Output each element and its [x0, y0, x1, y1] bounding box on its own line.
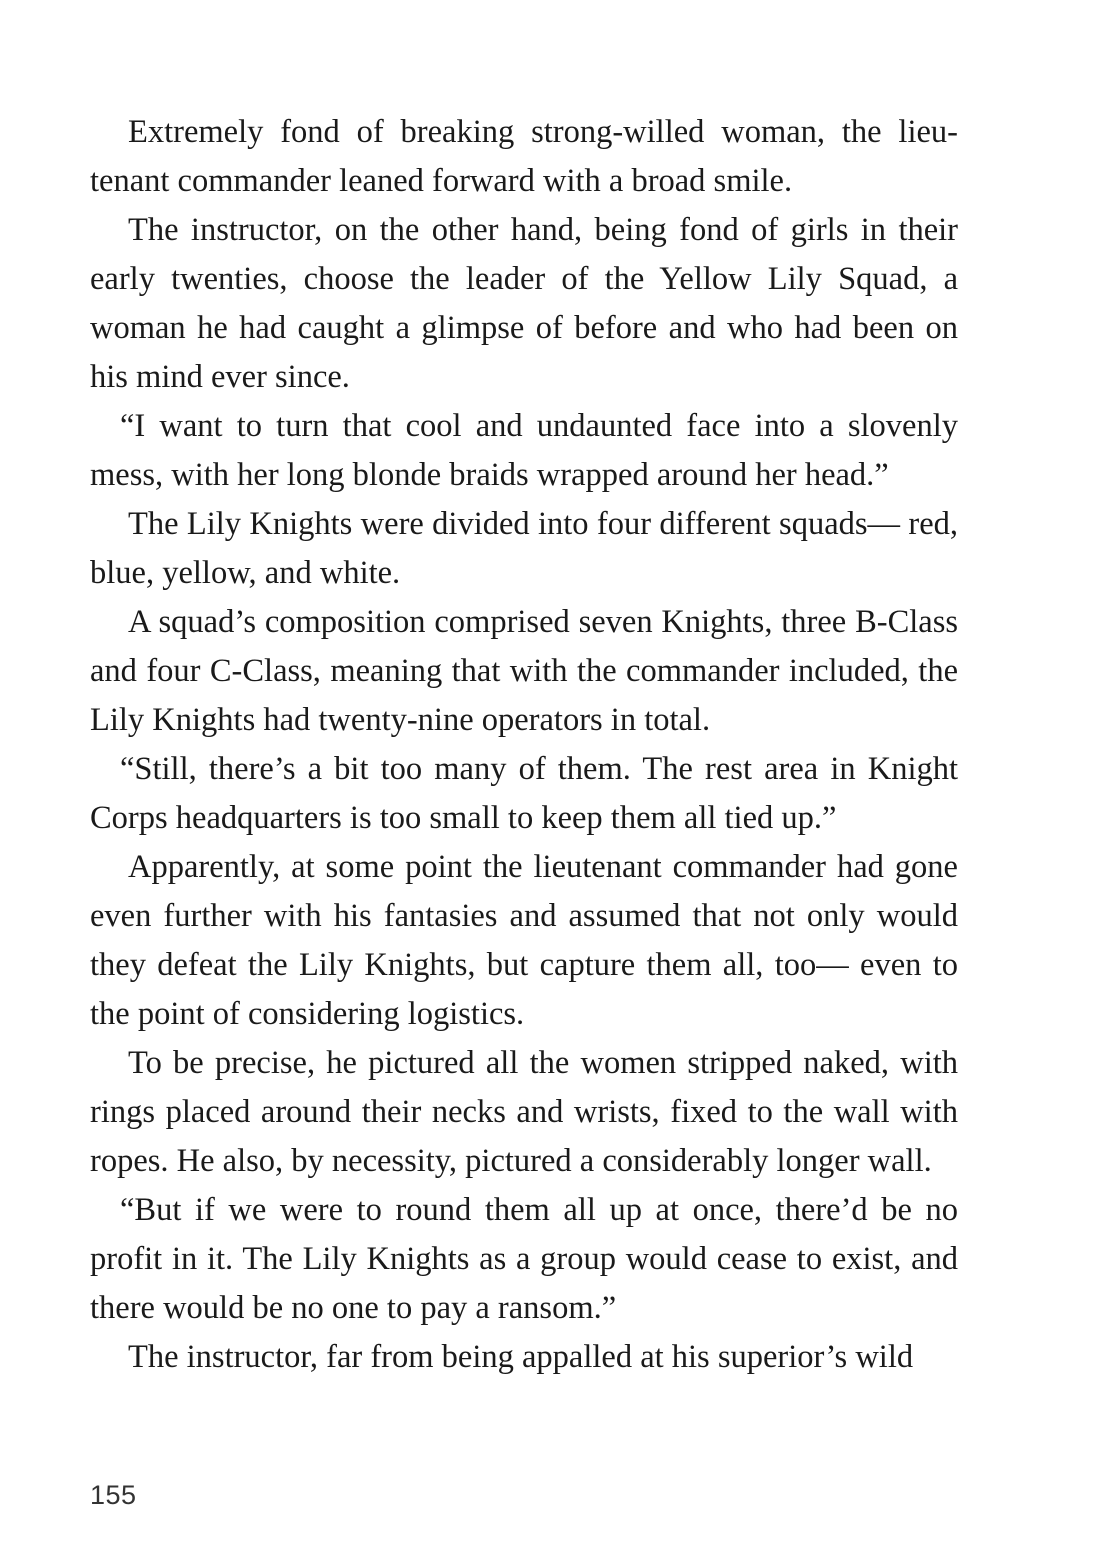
dialogue-paragraph: “But if we were to round them all up at once, there’d be no profit in it. The Lily Knights as a group would cease to exist, and there would be no one to pay a ransom.” — [90, 1192, 958, 1326]
paragraph: To be precise, he pictured all the women stripped naked, with rings placed around their necks and wrists, fixed to the wall with ropes. He also, by necessity, pictured a considerably longer wall. — [90, 1045, 958, 1179]
paragraph: The Lily Knights were divided into four different squads— red, blue, yellow, and white. — [90, 506, 958, 591]
paragraph: Extremely fond of breaking strong-willed woman, the lieutenant commander leaned forward with a broad smile. — [90, 114, 958, 199]
paragraph: A squad’s composition comprised seven Knights, three B-Class and four C-Class, meaning that with the commander included, the Lily Knights had twenty-nine operators in total. — [90, 604, 958, 738]
page-body — [90, 108, 958, 1382]
dialogue-paragraph: “Still, there’s a bit too many of them. The rest area in Knight Corps headquarters is too small to keep them all tied up.” — [90, 751, 958, 836]
paragraph: The instructor, far from being appalled at his superior’s wild — [128, 1339, 914, 1375]
page-number: 155 — [90, 1480, 137, 1510]
paragraph: Apparently, at some point the lieutenant commander had gone even further with his fantasies and assumed that not only would they defeat the Lily Knights, but capture them all, too— even to the point of considering logistics. — [90, 849, 958, 1032]
dialogue-paragraph: “I want to turn that cool and undaunted face into a slovenly mess, with her long blonde braids wrapped around her head.” — [90, 408, 958, 493]
paragraph: The instructor, on the other hand, being fond of girls in their early twenties, choose the leader of the Yellow Lily Squad, a woman he had caught a glimpse of before and who had been on his mind ever since. — [90, 212, 958, 395]
